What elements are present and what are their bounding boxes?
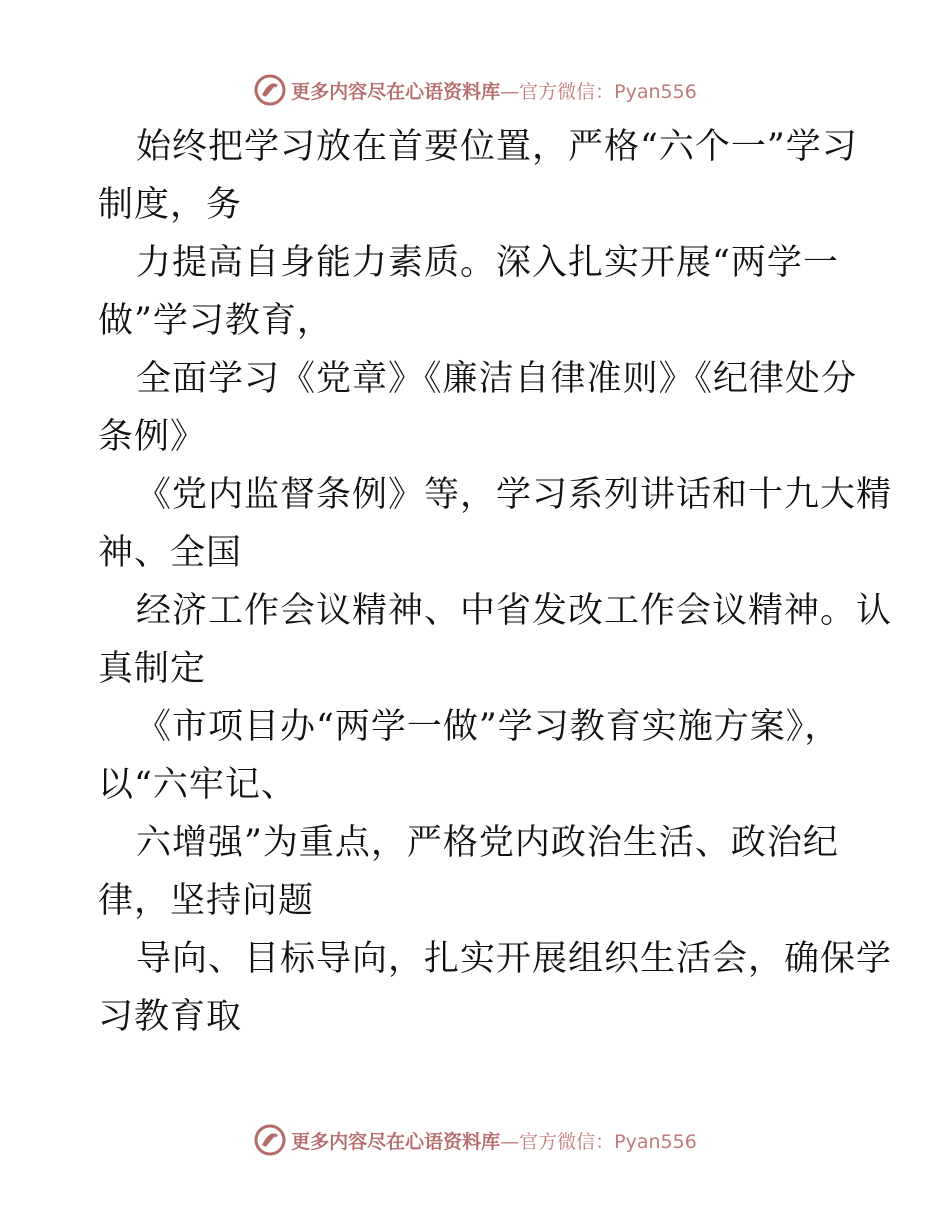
text-line: 全面学习《党章》《廉洁自律准则》《纪律处分 [136,359,858,399]
text-line: 《市项目办“两学一做”学习教育实施方案》， [136,707,841,747]
text-line: 条例》 [98,417,207,457]
text-line: 真制定 [98,649,207,689]
text-line: 习教育取 [98,997,243,1037]
footer-banner-text [291,1127,697,1154]
footer-banner [0,1120,950,1160]
text-line: 《党内监督条例》等，学习系列讲话和十九大精 [136,475,893,515]
text-line: 经济工作会议精神、中省发改工作会议精神。认 [136,591,893,631]
text-line: 导向、目标导向，扎实开展组织生活会，确保学 [136,939,893,979]
text-line: 做”学习教育， [98,301,333,341]
header-banner-main: 更多内容尽在心语资料库 [291,80,501,103]
text-line: 六增强”为重点，严格党内政治生活、政治纪 [136,823,839,863]
header-banner-text [291,77,697,104]
text-line: 神、全国 [98,533,243,573]
header-banner-sub: —官方微信：Pyan556 [500,80,697,103]
text-line: 制度，务 [98,185,243,225]
seal-logo-icon [253,1123,287,1157]
document-body [98,118,893,1046]
text-line: 以“六牢记、 [98,765,297,805]
text-line: 力提高自身能力素质。深入扎实开展“两学一 [136,243,839,283]
text-line: 始终把学习放在首要位置，严格“六个一”学习 [136,127,858,167]
seal-logo-icon [253,73,287,107]
footer-banner-sub: —官方微信：Pyan556 [500,1130,697,1153]
header-banner [0,70,950,110]
footer-banner-main: 更多内容尽在心语资料库 [291,1130,501,1153]
text-line: 律，坚持问题 [98,881,315,921]
